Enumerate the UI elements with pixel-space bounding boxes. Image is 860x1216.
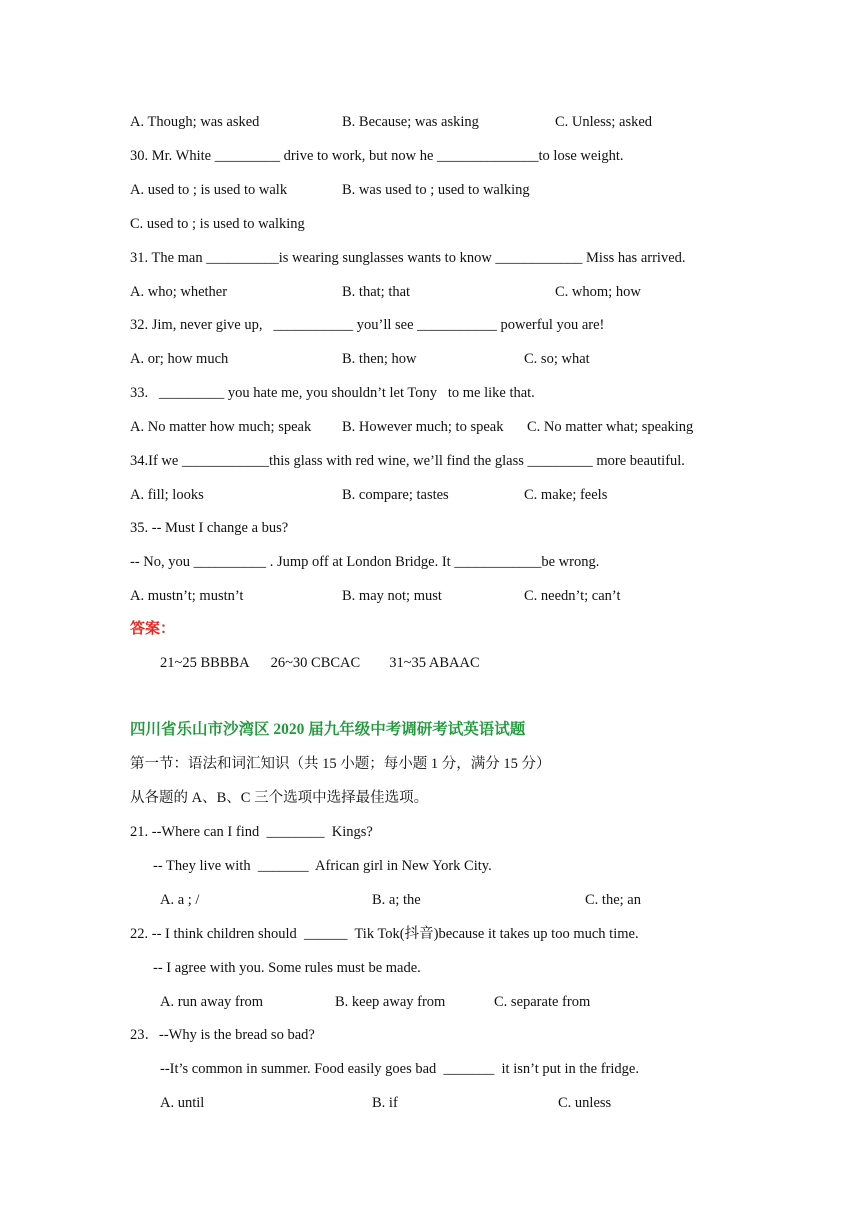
option-b[interactable]: B. compare; tastes bbox=[342, 487, 449, 503]
option-b[interactable]: B. a; the bbox=[372, 892, 421, 908]
question-reply: -- I agree with you. Some rules must be made. bbox=[153, 960, 421, 976]
question-stem: 32. Jim, never give up, ___________ you’ll see ___________ powerful you are! bbox=[130, 317, 605, 333]
option-c[interactable]: C. used to ; is used to walking bbox=[130, 216, 305, 232]
question-reply: -- No, you __________ . Jump off at London Bridge. It ____________be wrong. bbox=[130, 554, 600, 570]
option-b[interactable]: B. keep away from bbox=[335, 994, 446, 1010]
option-c[interactable]: C. the; an bbox=[585, 892, 641, 908]
question-stem: 33. _________ you hate me, you shouldn’t let Tony to me like that. bbox=[130, 385, 535, 401]
section-title: 四川省乐山市沙湾区 2020 届九年级中考调研考试英语试题 bbox=[130, 721, 526, 738]
option-c[interactable]: C. needn’t; can’t bbox=[524, 588, 621, 604]
option-a[interactable]: A. fill; looks bbox=[130, 487, 204, 503]
option-b[interactable]: B. Because; was asking bbox=[342, 114, 479, 130]
option-a[interactable]: A. used to ; is used to walk bbox=[130, 182, 288, 198]
section-part: 第一节：语法和词汇知识（共 15 小题；每小题 1 分，满分 15 分） bbox=[130, 756, 551, 772]
option-a[interactable]: A. No matter how much; speak bbox=[130, 419, 312, 435]
option-b[interactable]: B. that; that bbox=[342, 284, 411, 300]
option-c[interactable]: C. separate from bbox=[494, 994, 591, 1010]
option-c[interactable]: C. whom; how bbox=[555, 284, 641, 300]
option-c[interactable]: C. No matter what; speaking bbox=[527, 419, 694, 435]
question-stem: 23．--Why is the bread so bad? bbox=[130, 1027, 315, 1043]
question-stem: 21. --Where can I find ________ Kings? bbox=[130, 824, 373, 840]
question-stem: 22. -- I think children should ______ Tik Tok(抖音)because it takes up too much time. bbox=[130, 926, 639, 942]
section-instruction: 从各题的 A、B、C 三个选项中选择最佳选项。 bbox=[130, 790, 429, 806]
option-b[interactable]: B. However much; to speak bbox=[342, 419, 504, 435]
option-a[interactable]: A. or; how much bbox=[130, 351, 229, 367]
question-reply: -- They live with _______ African girl in New York City. bbox=[153, 858, 492, 874]
option-c[interactable]: C. Unless; asked bbox=[555, 114, 653, 130]
option-a[interactable]: A. run away from bbox=[160, 994, 264, 1010]
option-a[interactable]: A. who; whether bbox=[130, 284, 228, 300]
option-b[interactable]: B. then; how bbox=[342, 351, 417, 367]
option-c[interactable]: C. so; what bbox=[524, 351, 590, 367]
option-a[interactable]: A. mustn’t; mustn’t bbox=[130, 588, 244, 604]
option-a[interactable]: A. a ; / bbox=[160, 892, 200, 908]
option-a[interactable]: A. Though; was asked bbox=[130, 114, 260, 130]
question-reply: --It’s common in summer. Food easily goes bad _______ it isn’t put in the fridge. bbox=[160, 1061, 639, 1077]
option-b[interactable]: B. if bbox=[372, 1095, 398, 1111]
answer-label: 答案： bbox=[130, 621, 176, 637]
question-stem: 30. Mr. White _________ drive to work, but now he ______________to lose weight. bbox=[130, 148, 624, 164]
question-stem: 31. The man __________is wearing sunglasses wants to know ____________ Miss has arrived. bbox=[130, 250, 686, 266]
question-stem: 34.If we ____________this glass with red wine, we’ll find the glass _________ more beautiful. bbox=[130, 453, 685, 469]
option-c[interactable]: C. make; feels bbox=[524, 487, 608, 503]
option-c[interactable]: C. unless bbox=[558, 1095, 612, 1111]
answer-line: 21~25 BBBBA 26~30 CBCAC 31~35 ABAAC bbox=[160, 655, 480, 671]
option-a[interactable]: A. until bbox=[160, 1095, 205, 1111]
question-stem: 35. -- Must I change a bus? bbox=[130, 520, 289, 536]
option-b[interactable]: B. was used to ; used to walking bbox=[342, 182, 530, 198]
option-b[interactable]: B. may not; must bbox=[342, 588, 442, 604]
